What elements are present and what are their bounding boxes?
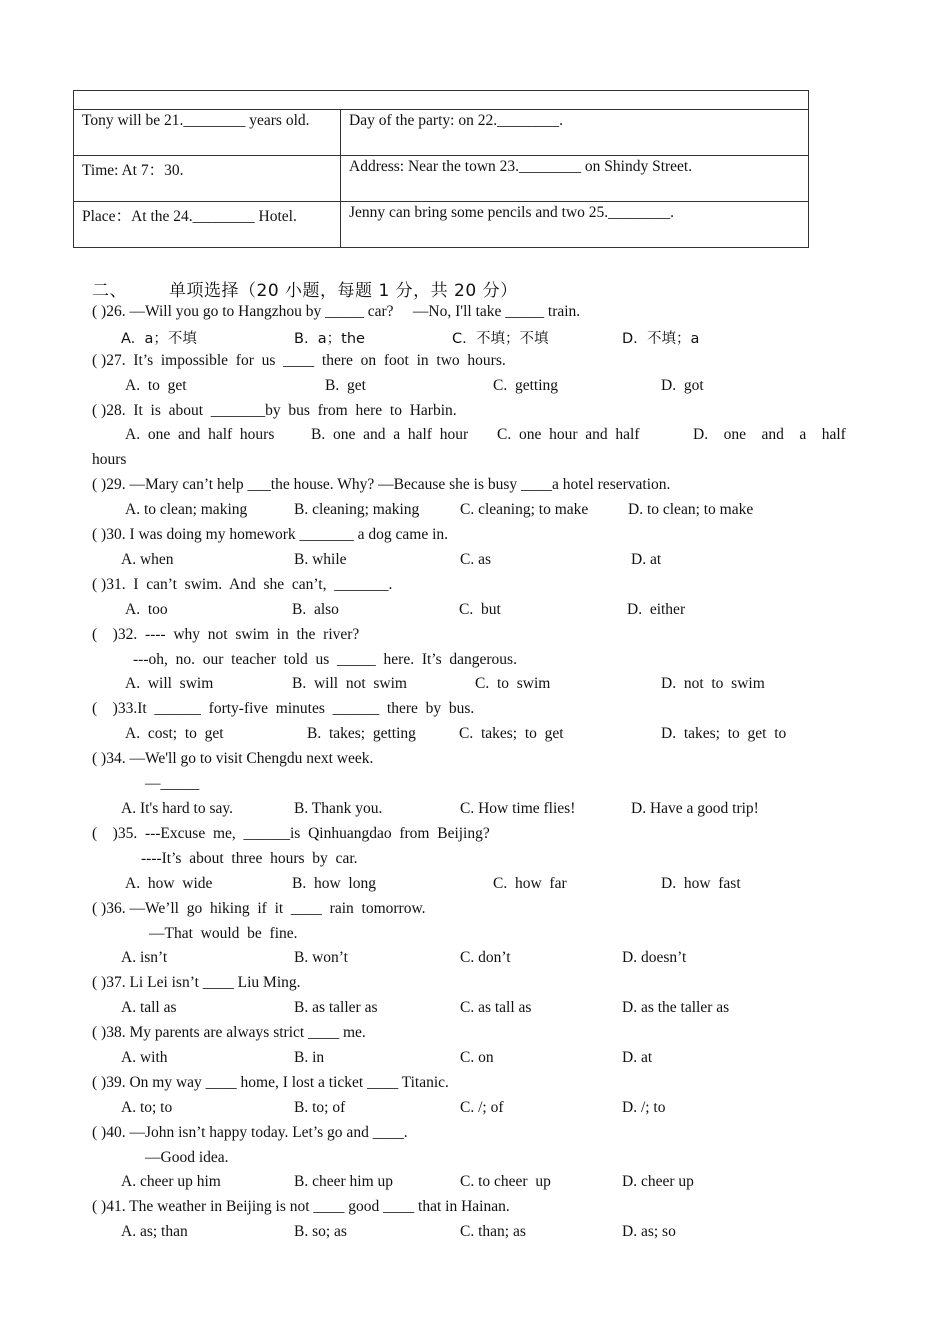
question-37-stem: ( )37. Li Lei isn’t ____ Liu Ming. bbox=[92, 974, 301, 991]
option-a: A. cheer up him bbox=[121, 1173, 221, 1190]
table-cell: Jenny can bring some pencils and two 25.________. bbox=[341, 202, 809, 248]
option-d: D. 不填；a bbox=[622, 331, 700, 347]
option-d: D. one and a half bbox=[693, 426, 846, 443]
option-d: D. Have a good trip! bbox=[631, 800, 759, 817]
question-36-stem: ( )36. —We’ll go hiking if it ____ rain tomorrow. bbox=[92, 900, 426, 917]
question-28-wrap: hours bbox=[92, 451, 127, 468]
table-row bbox=[74, 110, 809, 156]
question-34-reply: —_____ bbox=[145, 775, 200, 792]
section-heading bbox=[92, 276, 518, 301]
option-c: C. /; of bbox=[460, 1099, 504, 1116]
option-c: C. how far bbox=[493, 875, 567, 892]
option-c: C. but bbox=[459, 601, 501, 618]
question-41-stem: ( )41. The weather in Beijing is not ____ good ____ that in Hainan. bbox=[92, 1198, 510, 1215]
option-b: B. one and a half hour bbox=[311, 426, 469, 443]
table-row bbox=[74, 202, 809, 248]
option-a: A. cost; to get bbox=[125, 725, 224, 742]
option-a: A. tall as bbox=[121, 999, 177, 1016]
option-d: D. takes; to get to bbox=[661, 725, 787, 742]
table-header-cell bbox=[74, 91, 809, 110]
question-27-stem: ( )27. It’s impossible for us ____ there on foot in two hours. bbox=[92, 352, 506, 369]
option-c: C. on bbox=[460, 1049, 494, 1066]
table-cell: Day of the party: on 22.________. bbox=[341, 110, 809, 156]
option-c: C. getting bbox=[493, 377, 559, 394]
option-b: B. as taller as bbox=[294, 999, 378, 1016]
question-32-stem: ( )32. ---- why not swim in the river? bbox=[92, 626, 360, 643]
question-36-reply: —That would be fine. bbox=[149, 925, 298, 942]
question-29-options bbox=[0, 501, 950, 523]
question-38-options bbox=[0, 1049, 950, 1071]
table-row bbox=[74, 156, 809, 202]
option-a: A. when bbox=[121, 551, 174, 568]
option-a: A. to; to bbox=[121, 1099, 173, 1116]
question-40-options bbox=[0, 1173, 950, 1195]
option-b: B. takes; getting bbox=[307, 725, 416, 742]
option-b: B. cleaning; making bbox=[294, 501, 420, 518]
question-40-reply: —Good idea. bbox=[145, 1149, 229, 1166]
question-37-options bbox=[0, 999, 950, 1021]
question-34-options bbox=[0, 800, 950, 822]
table-cell: Place：At the 24.________ Hotel. bbox=[74, 202, 341, 248]
question-39-stem: ( )39. On my way ____ home, I lost a ticket ____ Titanic. bbox=[92, 1074, 449, 1091]
question-41-options bbox=[0, 1223, 950, 1245]
question-34-stem: ( )34. —We'll go to visit Chengdu next week. bbox=[92, 750, 374, 767]
question-33-stem: ( )33.It ______ forty-five minutes ______ there by bus. bbox=[92, 700, 475, 717]
option-d: D. doesn’t bbox=[622, 949, 687, 966]
option-b: B. Thank you. bbox=[294, 800, 383, 817]
option-b: B. a；the bbox=[294, 331, 365, 347]
option-d: D. how fast bbox=[661, 875, 741, 892]
party-info-table bbox=[73, 90, 809, 248]
option-d: D. as the taller as bbox=[622, 999, 730, 1016]
option-d: D. as; so bbox=[622, 1223, 676, 1240]
question-31-stem: ( )31. I can’t swim. And she can’t, _______. bbox=[92, 576, 393, 593]
table-cell: Tony will be 21.________ years old. bbox=[74, 110, 341, 156]
section-number: 二、 bbox=[92, 281, 127, 301]
question-28-options bbox=[0, 426, 950, 448]
option-a: A. as; than bbox=[121, 1223, 188, 1240]
option-b: B. will not swim bbox=[292, 675, 407, 692]
question-32-reply: ---oh, no. our teacher told us _____ here. It’s dangerous. bbox=[133, 651, 517, 668]
option-a: A. with bbox=[121, 1049, 168, 1066]
question-32-options bbox=[0, 675, 950, 697]
option-a: A. will swim bbox=[125, 675, 214, 692]
table-cell: Address: Near the town 23.________ on Shindy Street. bbox=[341, 156, 809, 202]
question-30-options bbox=[0, 551, 950, 573]
section-title: 单项选择（20 小题，每题 1 分，共 20 分） bbox=[169, 281, 518, 301]
option-a: A. isn’t bbox=[121, 949, 168, 966]
question-26-stem: ( )26. —Will you go to Hangzhou by _____ car? —No, I'll take _____ train. bbox=[92, 303, 581, 320]
question-28-stem: ( )28. It is about _______by bus from here to Harbin. bbox=[92, 402, 457, 419]
question-36-options bbox=[0, 949, 950, 971]
option-b: B. to; of bbox=[294, 1099, 346, 1116]
option-c: C. How time flies! bbox=[460, 800, 576, 817]
option-a: A. It's hard to say. bbox=[121, 800, 233, 817]
option-b: B. cheer him up bbox=[294, 1173, 394, 1190]
option-d: D. cheer up bbox=[622, 1173, 694, 1190]
option-b: B. while bbox=[294, 551, 347, 568]
option-c: C. as bbox=[460, 551, 491, 568]
option-c: C. than; as bbox=[460, 1223, 526, 1240]
table-header-row bbox=[74, 91, 809, 110]
option-b: B. get bbox=[325, 377, 366, 394]
option-d: D. at bbox=[631, 551, 662, 568]
question-38-stem: ( )38. My parents are always strict ____ me. bbox=[92, 1024, 366, 1041]
option-a: A. how wide bbox=[125, 875, 213, 892]
option-c: C. to cheer up bbox=[460, 1173, 551, 1190]
option-b: B. won’t bbox=[294, 949, 348, 966]
option-c: C. one hour and half bbox=[497, 426, 640, 443]
option-d: D. /; to bbox=[622, 1099, 666, 1116]
option-d: D. at bbox=[622, 1049, 653, 1066]
option-c: C. don’t bbox=[460, 949, 511, 966]
option-b: B. also bbox=[292, 601, 339, 618]
option-d: D. got bbox=[661, 377, 704, 394]
option-a: A. to clean; making bbox=[125, 501, 248, 518]
question-39-options bbox=[0, 1099, 950, 1121]
option-b: B. so; as bbox=[294, 1223, 347, 1240]
option-c: C. cleaning; to make bbox=[460, 501, 589, 518]
question-35-options bbox=[0, 875, 950, 897]
table-cell: Time: At 7：30. bbox=[74, 156, 341, 202]
question-29-stem: ( )29. —Mary can’t help ___the house. Why? —Because she is busy ____a hotel reservation. bbox=[92, 476, 671, 493]
option-c: C. takes; to get bbox=[459, 725, 564, 742]
option-a: A. to get bbox=[125, 377, 187, 394]
question-35-reply: ----It’s about three hours by car. bbox=[141, 850, 358, 867]
option-c: C. as tall as bbox=[460, 999, 532, 1016]
option-c: C. to swim bbox=[475, 675, 551, 692]
option-c: C. 不填；不填 bbox=[452, 331, 549, 347]
option-b: B. in bbox=[294, 1049, 325, 1066]
option-d: D. either bbox=[627, 601, 686, 618]
question-27-options bbox=[0, 377, 950, 399]
question-35-stem: ( )35. ---Excuse me, ______is Qinhuangdao from Beijing? bbox=[92, 825, 490, 842]
option-d: D. to clean; to make bbox=[628, 501, 754, 518]
question-26-options bbox=[0, 327, 950, 349]
question-40-stem: ( )40. —John isn’t happy today. Let’s go and ____. bbox=[92, 1124, 408, 1141]
option-a: A. too bbox=[125, 601, 168, 618]
question-30-stem: ( )30. I was doing my homework _______ a dog came in. bbox=[92, 526, 449, 543]
option-d: D. not to swim bbox=[661, 675, 765, 692]
option-b: B. how long bbox=[292, 875, 376, 892]
option-a: A. a；不填 bbox=[121, 331, 197, 347]
option-a: A. one and half hours bbox=[125, 426, 275, 443]
question-31-options bbox=[0, 601, 950, 623]
question-33-options bbox=[0, 725, 950, 747]
